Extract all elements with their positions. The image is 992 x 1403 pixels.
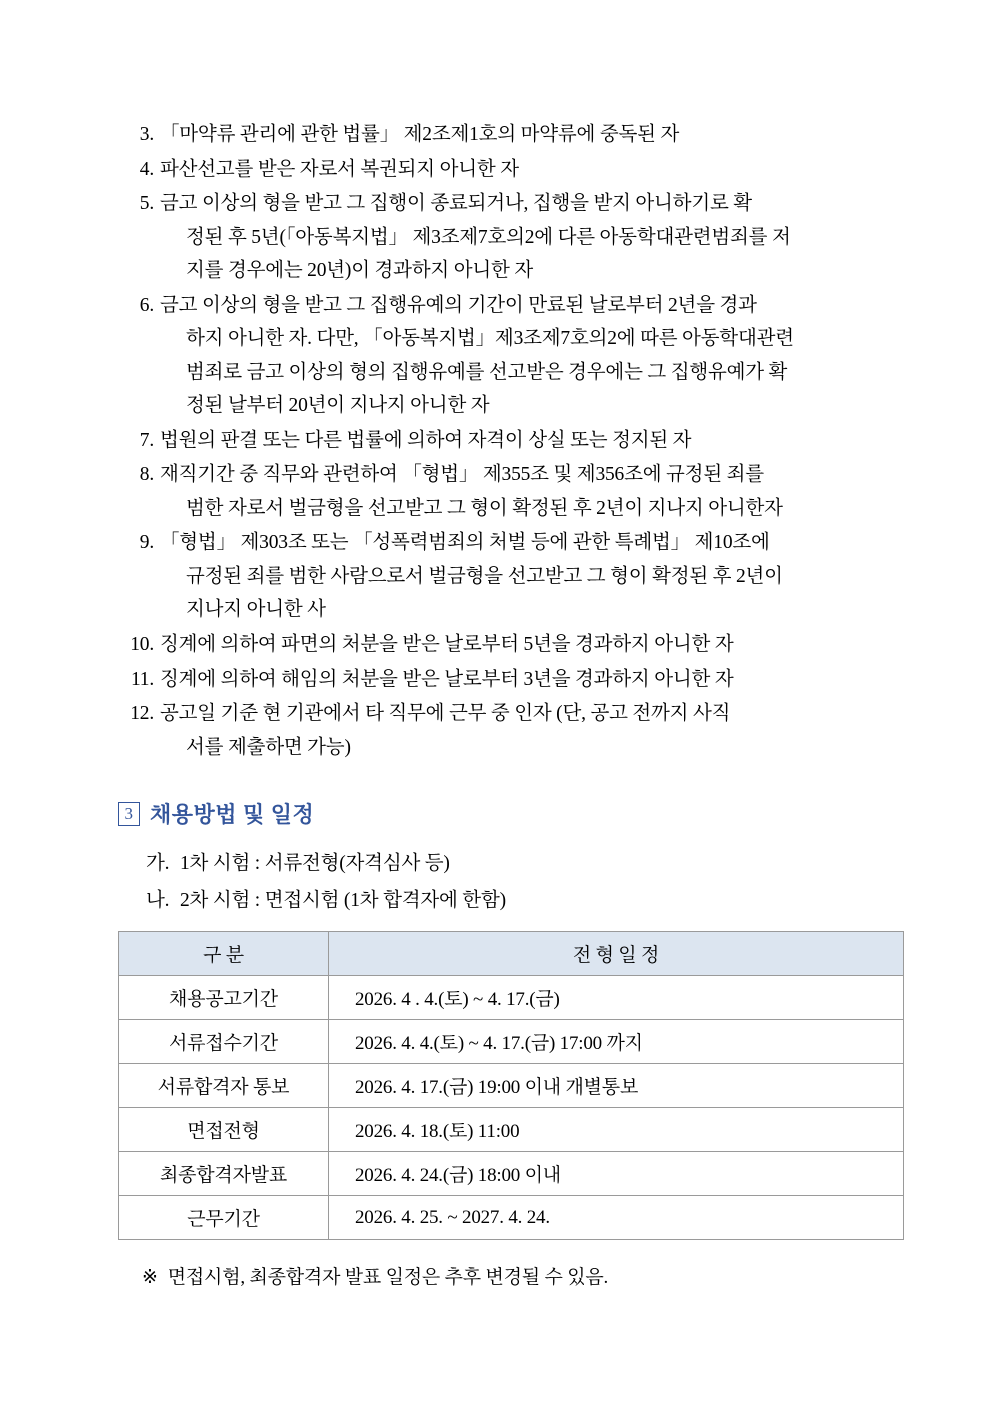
clause-line: 파산선고를 받은 자로서 복권되지 아니한 자: [160, 158, 519, 180]
clause-body: [160, 458, 900, 525]
clause-line: 「마약류 관리에 관한 법률」 제2조제1호의 마약류에 중독된 자: [160, 124, 680, 145]
clause-body: [160, 526, 900, 627]
note-text: 면접시험, 최종합격자 발표 일정은 추후 변경될 수 있음.: [167, 1267, 609, 1289]
clause-line: 징계에 의하여 해임의 처분을 받은 날로부터 3년을 경과하지 아니한 자: [160, 668, 734, 690]
list-item: [118, 628, 900, 662]
clause-number: 9.: [139, 532, 154, 554]
clause-number: 12.: [130, 703, 154, 725]
section-title: 채용방법 및 일정: [150, 802, 315, 828]
cell-category: 채용공고기간: [119, 976, 329, 1020]
table-row: [119, 1064, 904, 1108]
cell-schedule: 2026. 4 . 4.(토) ~ 4. 17.(금): [329, 976, 904, 1020]
list-item: [118, 187, 900, 288]
table-row: [119, 1152, 904, 1196]
table-row: [119, 976, 904, 1020]
clause-body: [160, 289, 900, 423]
cell-category: 면접전형: [119, 1108, 329, 1152]
sub-item-text: 2차 시험 : 면접시험 (1차 합격자에 한함): [180, 890, 506, 912]
schedule-note: [118, 1262, 900, 1289]
clause-line: 금고 이상의 형을 받고 그 집행이 종료되거나, 집행을 받지 아니하기로 확: [160, 193, 752, 215]
sub-item-first-exam: [118, 845, 900, 882]
sub-item-second-exam: [118, 882, 900, 919]
cell-schedule: 2026. 4. 17.(금) 19:00 이내 개별통보: [329, 1064, 904, 1108]
clause-line: 지를 경우에는 20년)이 경과하지 아니한 자: [186, 260, 533, 282]
clause-number: 4.: [139, 158, 154, 180]
clause-line: 정된 날부터 20년이 지나지 아니한 자: [186, 395, 490, 417]
section-number-box: 3: [118, 802, 140, 826]
list-item: [118, 289, 900, 423]
clause-line: 공고일 기준 현 기관에서 타 직무에 근무 중 인자 (단, 공고 전까지 사직: [160, 703, 731, 725]
table-row: [119, 1020, 904, 1064]
list-item: [118, 118, 900, 152]
note-mark-icon: ※: [142, 1267, 158, 1289]
clause-line: 범한 자로서 벌금형을 선고받고 그 형이 확정된 후 2년이 지나지 아니한자: [186, 497, 783, 519]
clause-body: [160, 628, 900, 662]
column-header-category: 구 분: [119, 932, 329, 976]
clause-body: [160, 424, 900, 458]
list-item: [118, 663, 900, 697]
clause-line: 하지 아니한 자. 다만, 「아동복지법」제3조제7호의2에 따른 아동학대관련: [186, 328, 794, 350]
cell-category: 최종합격자발표: [119, 1152, 329, 1196]
column-header-schedule: 전 형 일 정: [329, 932, 904, 976]
clause-body: [160, 187, 900, 288]
sub-item-label: 가.: [146, 853, 170, 875]
sub-item-text: 1차 시험 : 서류전형(자격심사 등): [180, 853, 450, 875]
clause-line: 서를 제출하면 가능): [186, 736, 351, 758]
clause-body: [160, 697, 900, 764]
clause-line: 금고 이상의 형을 받고 그 집행유예의 기간이 만료된 날로부터 2년을 경과: [160, 294, 757, 316]
clause-line: 재직기간 중 직무와 관련하여 「형법」 제355조 및 제356조에 규정된 죄를: [160, 464, 764, 486]
cell-category: 근무기간: [119, 1196, 329, 1240]
schedule-table: [118, 931, 904, 1240]
clause-body: [160, 118, 900, 152]
list-item: [118, 458, 900, 525]
clause-number: 3.: [139, 124, 154, 145]
clause-body: [160, 663, 900, 697]
disqualification-clause-list: [118, 118, 900, 764]
clause-number: 7.: [139, 429, 154, 451]
cell-schedule: 2026. 4. 4.(토) ~ 4. 17.(금) 17:00 까지: [329, 1020, 904, 1064]
clause-body: [160, 153, 900, 187]
table-row: [119, 1108, 904, 1152]
clause-line: 규정된 죄를 범한 사람으로서 벌금형을 선고받고 그 형이 확정된 후 2년이: [186, 565, 783, 587]
clause-line: 범죄로 금고 이상의 형의 집행유예를 선고받은 경우에는 그 집행유예가 확: [186, 361, 788, 383]
clause-number: 8.: [139, 464, 154, 486]
table-row: [119, 1196, 904, 1240]
list-item: [118, 697, 900, 764]
clause-line: 정된 후 5년(「아동복지법」 제3조제7호의2에 다른 아동학대관련범죄를 저: [186, 226, 791, 248]
clause-line: 법원의 판결 또는 다른 법률에 의하여 자격이 상실 또는 정지된 자: [160, 429, 692, 451]
cell-category: 서류접수기간: [119, 1020, 329, 1064]
clause-number: 5.: [139, 193, 154, 215]
list-item: [118, 153, 900, 187]
clause-line: 징계에 의하여 파면의 처분을 받은 날로부터 5년을 경과하지 아니한 자: [160, 633, 734, 655]
clause-line: 지나지 아니한 사: [186, 599, 326, 621]
sub-item-label: 나.: [146, 890, 170, 912]
clause-number: 6.: [139, 294, 154, 316]
cell-schedule: 2026. 4. 24.(금) 18:00 이내: [329, 1152, 904, 1196]
section-heading-recruitment-method: [118, 798, 900, 829]
clause-number: 10.: [130, 633, 154, 655]
clause-number: 11.: [130, 668, 154, 690]
cell-schedule: 2026. 4. 18.(토) 11:00: [329, 1108, 904, 1152]
table-header-row: [119, 932, 904, 976]
list-item: [118, 526, 900, 627]
list-item: [118, 424, 900, 458]
cell-schedule: 2026. 4. 25. ~ 2027. 4. 24.: [329, 1196, 904, 1240]
cell-category: 서류합격자 통보: [119, 1064, 329, 1108]
clause-line: 「형법」 제303조 또는 「성폭력범죄의 처벌 등에 관한 특례법」 제10조에: [160, 532, 770, 554]
